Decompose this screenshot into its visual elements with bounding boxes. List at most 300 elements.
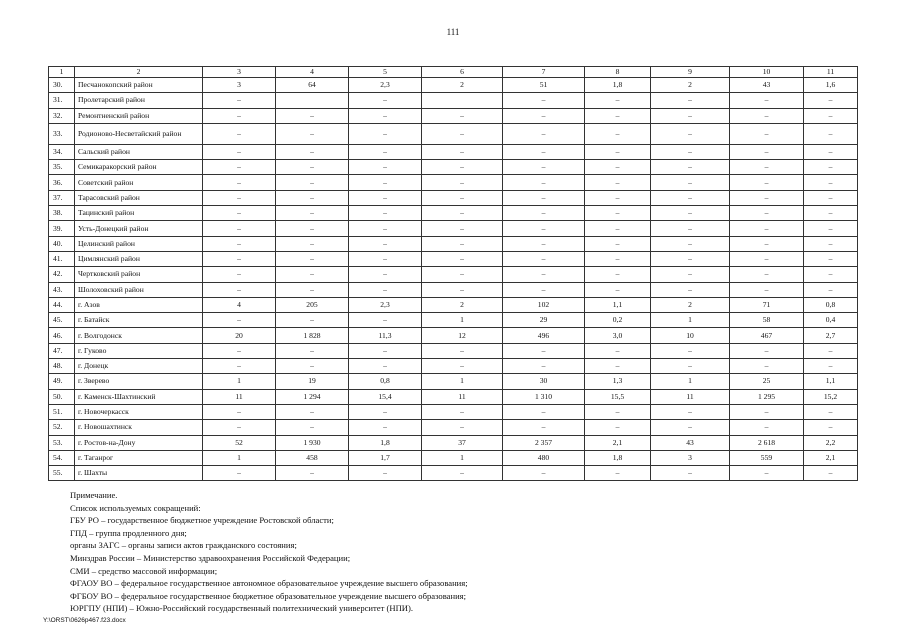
- table-row: [49, 108, 858, 123]
- value-cell: –: [349, 359, 422, 374]
- value-cell: –: [585, 267, 651, 282]
- value-cell: 1,7: [349, 450, 422, 465]
- value-cell: –: [203, 420, 276, 435]
- value-cell: –: [203, 221, 276, 236]
- value-cell: –: [203, 251, 276, 266]
- value-cell: –: [730, 93, 804, 108]
- value-cell: 30: [503, 374, 585, 389]
- value-cell: –: [804, 160, 858, 175]
- column-header: 6: [422, 67, 503, 78]
- row-number-cell: 44.: [49, 297, 75, 312]
- value-cell: 0,4: [804, 313, 858, 328]
- statistics-table: [48, 66, 858, 481]
- value-cell: –: [203, 123, 276, 144]
- value-cell: –: [422, 144, 503, 159]
- note-line: ФГБОУ ВО – федеральное государственное бюджетное образовательное учреждение высшего образования;: [70, 590, 467, 601]
- value-cell: 1: [422, 313, 503, 328]
- value-cell: –: [503, 123, 585, 144]
- value-cell: –: [349, 221, 422, 236]
- value-cell: 52: [203, 435, 276, 450]
- value-cell: –: [503, 420, 585, 435]
- value-cell: 2,3: [349, 297, 422, 312]
- region-name-cell: Сальский район: [75, 144, 203, 159]
- value-cell: –: [503, 466, 585, 481]
- row-number-cell: 47.: [49, 343, 75, 358]
- value-cell: 0,8: [349, 374, 422, 389]
- note-line: органы ЗАГС – органы записи актов гражданского состояния;: [70, 540, 297, 551]
- column-header: 4: [276, 67, 349, 78]
- region-name-cell: г. Шахты: [75, 466, 203, 481]
- value-cell: –: [804, 343, 858, 358]
- value-cell: 1,8: [585, 78, 651, 93]
- note-line: Минздрав России – Министерство здравоохранения Российской Федерации;: [70, 552, 351, 563]
- table-row: [49, 221, 858, 236]
- row-number-cell: 55.: [49, 466, 75, 481]
- row-number-cell: 37.: [49, 190, 75, 205]
- value-cell: 3,0: [585, 328, 651, 343]
- value-cell: –: [349, 267, 422, 282]
- value-cell: –: [651, 144, 730, 159]
- value-cell: –: [651, 175, 730, 190]
- table-row: [49, 466, 858, 481]
- value-cell: 480: [503, 450, 585, 465]
- table-row: [49, 450, 858, 465]
- region-name-cell: г. Новошахтинск: [75, 420, 203, 435]
- table-row: [49, 359, 858, 374]
- value-cell: 3: [203, 78, 276, 93]
- value-cell: 2: [651, 78, 730, 93]
- value-cell: 1,8: [585, 450, 651, 465]
- value-cell: –: [804, 108, 858, 123]
- note-line: Список используемых сокращений:: [70, 502, 201, 513]
- column-header: 9: [651, 67, 730, 78]
- value-cell: –: [203, 175, 276, 190]
- value-cell: –: [585, 282, 651, 297]
- value-cell: –: [804, 404, 858, 419]
- value-cell: 25: [730, 374, 804, 389]
- table-row: [49, 282, 858, 297]
- value-cell: 15,2: [804, 389, 858, 404]
- value-cell: –: [585, 190, 651, 205]
- value-cell: 2,3: [349, 78, 422, 93]
- region-name-cell: г. Таганрог: [75, 450, 203, 465]
- table-row: [49, 313, 858, 328]
- value-cell: –: [730, 359, 804, 374]
- value-cell: –: [730, 108, 804, 123]
- table-row: [49, 93, 858, 108]
- row-number-cell: 35.: [49, 160, 75, 175]
- value-cell: –: [349, 160, 422, 175]
- region-name-cell: Целинский район: [75, 236, 203, 251]
- value-cell: 71: [730, 297, 804, 312]
- value-cell: 12: [422, 328, 503, 343]
- column-header: 10: [730, 67, 804, 78]
- value-cell: 43: [730, 78, 804, 93]
- value-cell: –: [276, 190, 349, 205]
- value-cell: –: [585, 123, 651, 144]
- column-header: 8: [585, 67, 651, 78]
- notes-section: [70, 489, 468, 615]
- value-cell: 2: [422, 78, 503, 93]
- value-cell: 43: [651, 435, 730, 450]
- value-cell: –: [422, 221, 503, 236]
- value-cell: 2,2: [804, 435, 858, 450]
- value-cell: 205: [276, 297, 349, 312]
- value-cell: –: [651, 108, 730, 123]
- value-cell: –: [349, 466, 422, 481]
- value-cell: 2,1: [585, 435, 651, 450]
- value-cell: 11: [203, 389, 276, 404]
- value-cell: –: [349, 313, 422, 328]
- value-cell: –: [503, 343, 585, 358]
- value-cell: –: [503, 267, 585, 282]
- value-cell: –: [503, 404, 585, 419]
- value-cell: –: [651, 236, 730, 251]
- value-cell: –: [276, 466, 349, 481]
- value-cell: –: [651, 206, 730, 221]
- value-cell: –: [276, 175, 349, 190]
- value-cell: –: [349, 404, 422, 419]
- value-cell: –: [203, 206, 276, 221]
- table-row: [49, 190, 858, 205]
- row-number-cell: 39.: [49, 221, 75, 236]
- value-cell: –: [349, 251, 422, 266]
- value-cell: –: [349, 343, 422, 358]
- value-cell: 1 295: [730, 389, 804, 404]
- value-cell: –: [203, 144, 276, 159]
- value-cell: 29: [503, 313, 585, 328]
- value-cell: –: [730, 420, 804, 435]
- value-cell: 467: [730, 328, 804, 343]
- region-name-cell: Песчанокопский район: [75, 78, 203, 93]
- region-name-cell: г. Ростов-на-Дону: [75, 435, 203, 450]
- table-row: [49, 78, 858, 93]
- region-name-cell: Семикаракорский район: [75, 160, 203, 175]
- value-cell: –: [276, 267, 349, 282]
- region-name-cell: Родионово-Несветайский район: [75, 123, 203, 144]
- value-cell: –: [276, 123, 349, 144]
- value-cell: –: [730, 144, 804, 159]
- row-number-cell: 32.: [49, 108, 75, 123]
- value-cell: –: [422, 251, 503, 266]
- value-cell: –: [730, 404, 804, 419]
- value-cell: 1: [422, 374, 503, 389]
- value-cell: –: [203, 343, 276, 358]
- value-cell: –: [203, 160, 276, 175]
- value-cell: –: [651, 251, 730, 266]
- value-cell: –: [651, 404, 730, 419]
- table-row: [49, 404, 858, 419]
- region-name-cell: г. Новочеркасск: [75, 404, 203, 419]
- value-cell: –: [203, 282, 276, 297]
- value-cell: 102: [503, 297, 585, 312]
- value-cell: –: [804, 221, 858, 236]
- column-header: 3: [203, 67, 276, 78]
- table-row: [49, 236, 858, 251]
- value-cell: 1 294: [276, 389, 349, 404]
- value-cell: –: [203, 108, 276, 123]
- value-cell: –: [349, 282, 422, 297]
- region-name-cell: Чертковский район: [75, 267, 203, 282]
- note-line: ГБУ РО – государственное бюджетное учреждение Ростовской области;: [70, 515, 334, 526]
- row-number-cell: 48.: [49, 359, 75, 374]
- value-cell: –: [422, 404, 503, 419]
- value-cell: –: [585, 160, 651, 175]
- value-cell: –: [730, 206, 804, 221]
- value-cell: 1: [651, 374, 730, 389]
- region-name-cell: г. Гуково: [75, 343, 203, 358]
- value-cell: –: [585, 420, 651, 435]
- value-cell: –: [585, 144, 651, 159]
- value-cell: –: [276, 236, 349, 251]
- value-cell: –: [804, 282, 858, 297]
- value-cell: –: [203, 190, 276, 205]
- value-cell: –: [276, 206, 349, 221]
- value-cell: –: [804, 251, 858, 266]
- region-name-cell: Тарасовский район: [75, 190, 203, 205]
- value-cell: –: [730, 343, 804, 358]
- value-cell: –: [203, 404, 276, 419]
- value-cell: [276, 93, 349, 108]
- value-cell: –: [651, 466, 730, 481]
- value-cell: 2: [422, 297, 503, 312]
- region-name-cell: Советский район: [75, 175, 203, 190]
- region-name-cell: Пролетарский район: [75, 93, 203, 108]
- value-cell: 11,3: [349, 328, 422, 343]
- value-cell: –: [730, 267, 804, 282]
- row-number-cell: 33.: [49, 123, 75, 144]
- row-number-cell: 36.: [49, 175, 75, 190]
- value-cell: –: [349, 123, 422, 144]
- value-cell: –: [203, 359, 276, 374]
- value-cell: –: [349, 420, 422, 435]
- column-header: 1: [49, 67, 75, 78]
- value-cell: –: [585, 236, 651, 251]
- value-cell: –: [503, 251, 585, 266]
- table-header-row: [49, 67, 858, 78]
- value-cell: –: [804, 236, 858, 251]
- value-cell: 1,3: [585, 374, 651, 389]
- table-row: [49, 374, 858, 389]
- value-cell: –: [422, 236, 503, 251]
- row-number-cell: 30.: [49, 78, 75, 93]
- table-row: [49, 343, 858, 358]
- value-cell: –: [503, 359, 585, 374]
- value-cell: –: [585, 404, 651, 419]
- value-cell: 458: [276, 450, 349, 465]
- row-number-cell: 43.: [49, 282, 75, 297]
- value-cell: 20: [203, 328, 276, 343]
- table-row: [49, 144, 858, 159]
- value-cell: –: [730, 236, 804, 251]
- value-cell: 1 930: [276, 435, 349, 450]
- value-cell: –: [276, 420, 349, 435]
- value-cell: –: [503, 108, 585, 123]
- value-cell: –: [503, 160, 585, 175]
- value-cell: 1: [422, 450, 503, 465]
- region-name-cell: г. Азов: [75, 297, 203, 312]
- value-cell: –: [651, 343, 730, 358]
- table-row: [49, 328, 858, 343]
- row-number-cell: 31.: [49, 93, 75, 108]
- value-cell: 1,1: [804, 374, 858, 389]
- table-row: [49, 389, 858, 404]
- value-cell: –: [422, 466, 503, 481]
- value-cell: –: [422, 175, 503, 190]
- value-cell: –: [276, 359, 349, 374]
- notes-heading: Примечание.: [70, 490, 118, 500]
- row-number-cell: 51.: [49, 404, 75, 419]
- value-cell: –: [276, 251, 349, 266]
- region-name-cell: г. Донецк: [75, 359, 203, 374]
- value-cell: –: [422, 206, 503, 221]
- value-cell: –: [503, 175, 585, 190]
- value-cell: 3: [651, 450, 730, 465]
- value-cell: 1,1: [585, 297, 651, 312]
- value-cell: –: [349, 236, 422, 251]
- column-header: 7: [503, 67, 585, 78]
- value-cell: –: [730, 466, 804, 481]
- value-cell: –: [585, 343, 651, 358]
- note-line: ГПД – группа продленного дня;: [70, 527, 187, 538]
- row-number-cell: 34.: [49, 144, 75, 159]
- value-cell: –: [203, 313, 276, 328]
- value-cell: –: [422, 420, 503, 435]
- value-cell: 58: [730, 313, 804, 328]
- table-row: [49, 297, 858, 312]
- value-cell: –: [276, 313, 349, 328]
- file-path: Y:\ORST\0626p467.f23.docx: [43, 617, 126, 624]
- value-cell: 1 310: [503, 389, 585, 404]
- region-name-cell: Усть-Донецкий район: [75, 221, 203, 236]
- value-cell: 4: [203, 297, 276, 312]
- page-number: 111: [446, 27, 460, 37]
- value-cell: –: [651, 221, 730, 236]
- row-number-cell: 54.: [49, 450, 75, 465]
- value-cell: –: [651, 160, 730, 175]
- value-cell: –: [804, 93, 858, 108]
- table-row: [49, 267, 858, 282]
- value-cell: –: [349, 93, 422, 108]
- value-cell: –: [203, 93, 276, 108]
- value-cell: –: [651, 359, 730, 374]
- value-cell: –: [503, 190, 585, 205]
- value-cell: –: [422, 267, 503, 282]
- region-name-cell: г. Зверево: [75, 374, 203, 389]
- value-cell: 2: [651, 297, 730, 312]
- value-cell: –: [804, 420, 858, 435]
- value-cell: –: [585, 251, 651, 266]
- column-header: 11: [804, 67, 858, 78]
- value-cell: –: [804, 466, 858, 481]
- value-cell: –: [585, 221, 651, 236]
- value-cell: –: [730, 123, 804, 144]
- note-line: ФГАОУ ВО – федеральное государственное автономное образовательное учреждение высшего образования;: [70, 578, 468, 589]
- value-cell: 1 828: [276, 328, 349, 343]
- value-cell: –: [349, 108, 422, 123]
- value-cell: –: [585, 359, 651, 374]
- table-row: [49, 175, 858, 190]
- value-cell: –: [349, 144, 422, 159]
- value-cell: –: [422, 343, 503, 358]
- value-cell: –: [276, 108, 349, 123]
- value-cell: –: [422, 359, 503, 374]
- region-name-cell: Цимлянский район: [75, 251, 203, 266]
- value-cell: 10: [651, 328, 730, 343]
- value-cell: 1,6: [804, 78, 858, 93]
- value-cell: –: [276, 282, 349, 297]
- row-number-cell: 49.: [49, 374, 75, 389]
- table-row: [49, 206, 858, 221]
- value-cell: –: [730, 160, 804, 175]
- row-number-cell: 50.: [49, 389, 75, 404]
- value-cell: –: [276, 144, 349, 159]
- row-number-cell: 40.: [49, 236, 75, 251]
- value-cell: –: [585, 93, 651, 108]
- value-cell: 0,8: [804, 297, 858, 312]
- value-cell: –: [804, 359, 858, 374]
- region-name-cell: Ремонтненский район: [75, 108, 203, 123]
- value-cell: –: [203, 466, 276, 481]
- value-cell: 1: [203, 450, 276, 465]
- note-line: СМИ – средство массовой информации;: [70, 565, 218, 576]
- row-number-cell: 38.: [49, 206, 75, 221]
- region-name-cell: г. Батайск: [75, 313, 203, 328]
- value-cell: –: [276, 221, 349, 236]
- region-name-cell: Тацинский район: [75, 206, 203, 221]
- value-cell: –: [203, 267, 276, 282]
- row-number-cell: 42.: [49, 267, 75, 282]
- value-cell: –: [651, 123, 730, 144]
- value-cell: 19: [276, 374, 349, 389]
- value-cell: –: [503, 144, 585, 159]
- value-cell: –: [503, 282, 585, 297]
- value-cell: –: [585, 206, 651, 221]
- table-row: [49, 160, 858, 175]
- region-name-cell: Шолоховский район: [75, 282, 203, 297]
- value-cell: –: [651, 420, 730, 435]
- column-header: 2: [75, 67, 203, 78]
- table-row: [49, 435, 858, 450]
- row-number-cell: 53.: [49, 435, 75, 450]
- value-cell: 15,5: [585, 389, 651, 404]
- value-cell: –: [585, 175, 651, 190]
- value-cell: –: [804, 144, 858, 159]
- value-cell: –: [585, 466, 651, 481]
- value-cell: –: [804, 175, 858, 190]
- table-row: [49, 420, 858, 435]
- value-cell: 37: [422, 435, 503, 450]
- value-cell: –: [503, 236, 585, 251]
- table-row: [49, 251, 858, 266]
- value-cell: –: [349, 190, 422, 205]
- value-cell: 1: [203, 374, 276, 389]
- value-cell: 2,1: [804, 450, 858, 465]
- value-cell: –: [804, 206, 858, 221]
- value-cell: –: [804, 190, 858, 205]
- value-cell: –: [503, 93, 585, 108]
- value-cell: 51: [503, 78, 585, 93]
- column-header: 5: [349, 67, 422, 78]
- table-row: [49, 123, 858, 144]
- note-line: ЮРГПУ (НПИ) – Южно-Российский государственный политехнический университет (НПИ).: [70, 603, 413, 614]
- value-cell: –: [804, 123, 858, 144]
- value-cell: –: [422, 160, 503, 175]
- value-cell: –: [349, 206, 422, 221]
- value-cell: –: [349, 175, 422, 190]
- value-cell: –: [422, 123, 503, 144]
- value-cell: –: [276, 404, 349, 419]
